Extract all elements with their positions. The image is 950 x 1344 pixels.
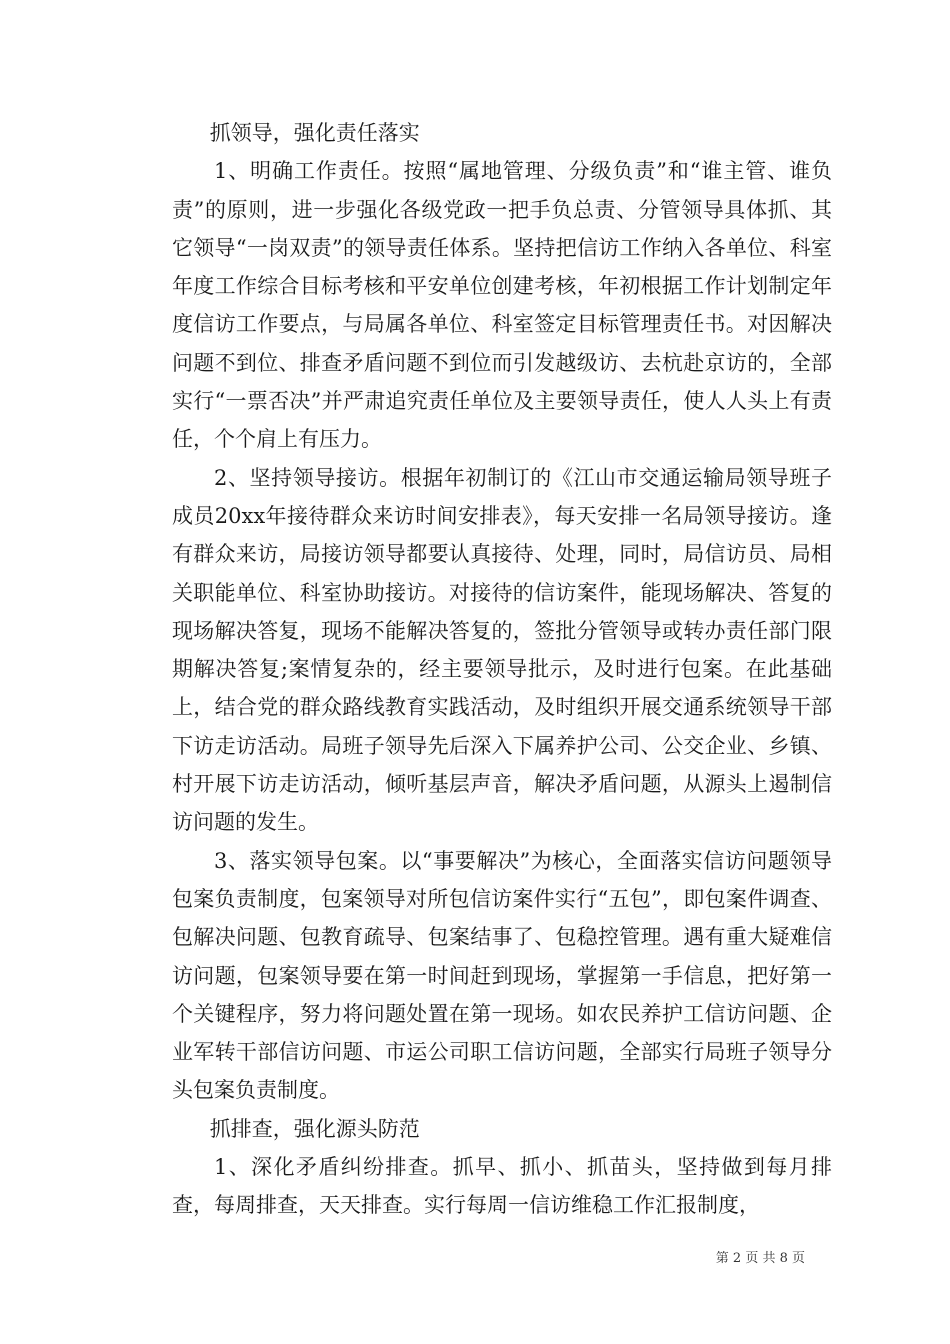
section-heading: 抓排查，强化源头防范 xyxy=(209,1116,420,1141)
paragraph: 1、明确工作责任。按照“属地管理、分级负责”和“谁主管、谁负责”的原则，进一步强化各级党政一把手负总责、分管领导具体抓、其它领导“一岗双责”的领导责任体系。坚持把信访工作纳入各单位、科室年度工作综合目标考核和平安单位创建考核，年初根据工作计划制定年度信访工作要点，与局属各单位、科室签定目标管理责任书。对因解决问题不到位、排查矛盾问题不到位而引发越级访、去杭赴京访的，全部实行“一票否决”并严肃追究责任单位及主要领导责任，使人人头上有责任，个个肩上有压力。 xyxy=(172,159,832,452)
section-heading: 抓领导，强化责任落实 xyxy=(209,121,420,145)
paragraph: 2、坚持领导接访。根据年初制订的《江山市交通运输局领导班子成员20xx年接待群众来访时间安排表》，每天安排一名局领导接访。逢有群众来访，局接访领导都要认真接待、处理，同时，局信访员、局相关职能单位、科室协助接访。对接待的信访案件，能现场解决、答复的现场解决答复，现场不能解决答复的，签批分管领导或转办责任部门限期解决答复;案情复杂的，经主要领导批示，及时进行包案。在此基础上，结合党的群众路线教育实践活动，及时组织开展交通系统领导干部下访走访活动。局班子领导先后深入下属养护公司、公交企业、乡镇、村开展下访走访活动，倾听基层声音，解决矛盾问题，从源头上遏制信访问题的发生。 xyxy=(172,465,832,835)
paragraph: 3、落实领导包案。以“事要解决”为核心，全面落实信访问题领导包案负责制度，包案领导对所包信访案件实行“五包”，即包案件调查、包解决问题、包教育疏导、包案结事了、包稳控管理。遇有重大疑难信访问题，包案领导要在第一时间赶到现场，掌握第一手信息，把好第一个关键程序，努力将问题处置在第一现场。如农民养护工信访问题、企业军转干部信访问题、市运公司职工信访问题，全部实行局班子领导分头包案负责制度。 xyxy=(172,848,832,1103)
document-body xyxy=(172,114,832,1225)
page-number: 第 2 页 共 8 页 xyxy=(715,1251,805,1266)
paragraph: 1、深化矛盾纠纷排查。抓早、抓小、抓苗头，坚持做到每月排查，每周排查，天天排查。实行每周一信访维稳工作汇报制度， xyxy=(172,1155,832,1218)
